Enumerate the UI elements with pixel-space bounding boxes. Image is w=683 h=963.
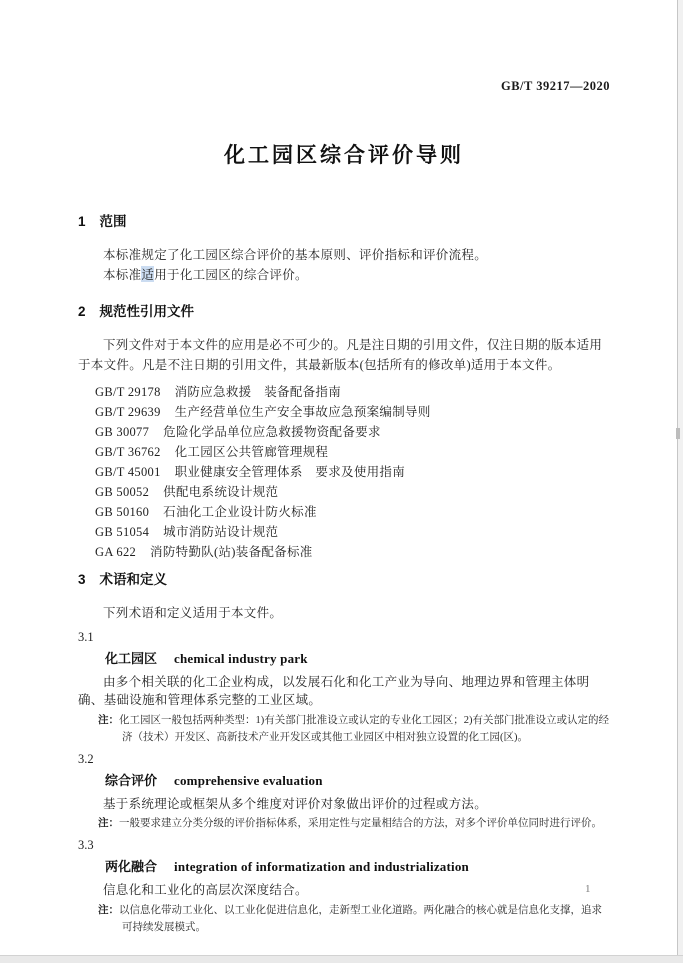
section-title: 术语和定义 [99, 572, 168, 587]
term-number: 3.1 [78, 629, 94, 644]
ref-code: GB 51054 [95, 525, 150, 539]
reference-item [78, 502, 610, 522]
term-definition: 信息化和工业化的高层次深度结合。 [103, 883, 308, 897]
ref-code: GB 50052 [95, 485, 150, 499]
reference-item [78, 462, 610, 482]
scope-paragraph-1: 本标准规定了化工园区综合评价的基本原则、评价指标和评价流程。 [103, 248, 488, 262]
term-note [98, 815, 610, 832]
scan-edge-right-line [677, 0, 678, 955]
ref-code: GB/T 29639 [95, 405, 161, 419]
term-entry [78, 751, 610, 833]
scope-paragraph-2 [78, 266, 610, 286]
ref-code: GB/T 45001 [95, 465, 161, 479]
section-number: 1 [78, 214, 86, 229]
page-number: 1 [585, 883, 591, 895]
reference-item [78, 542, 610, 562]
note-text: 一般要求建立分类分级的评价指标体系，采用定性与定量相结合的方法，对多个评价单位同时进行评价。 [119, 818, 602, 829]
normative-refs-intro: 下列文件对于本文件的应用是必不可少的。凡是注日期的引用文件，仅注日期的版本适用于本文件。凡是不注日期的引用文件，其最新版本(包括所有的修改单)适用于本文件。 [78, 338, 603, 372]
document-title: 化工园区综合评价导则 [224, 144, 464, 167]
section-number: 2 [78, 304, 86, 319]
scan-edge-tick [676, 428, 680, 439]
ref-code: GB/T 36762 [95, 445, 161, 459]
reference-list [78, 382, 610, 562]
note-label: 注： [98, 713, 119, 726]
term-name [78, 859, 610, 875]
ref-title: 消防特勤队(站)装备配备标准 [150, 545, 313, 559]
note-text: 化工园区一般包括两种类型：1)有关部门批准设立或认定的专业化工园区；2)有关部门批准设立或认定的经济（技术）开发区、高新技术产业开发区或其他工业园区中相对独立设置的化工园(区)。 [119, 714, 609, 743]
reference-item [78, 382, 610, 402]
term-name-en: comprehensive evaluation [174, 772, 323, 788]
reference-item [78, 422, 610, 442]
scan-edge-right-strip [678, 0, 683, 963]
ref-title: 供配电系统设计规范 [163, 485, 279, 499]
ref-title: 职业健康安全管理体系 要求及使用指南 [174, 465, 406, 479]
term-note [98, 712, 610, 746]
term-name-zh: 综合评价 [105, 772, 158, 788]
term-name-en: integration of informatization and industrialization [174, 859, 469, 874]
section-heading-scope [78, 210, 610, 230]
ref-title: 消防应急救援 装备配备指南 [174, 385, 342, 399]
term-definition: 基于系统理论或框架从多个维度对评价对象做出评价的过程或方法。 [103, 796, 488, 811]
note-label: 注： [98, 817, 119, 829]
reference-item [78, 522, 610, 542]
term-note [98, 902, 610, 936]
ref-title: 危险化学品单位应急救援物资配备要求 [163, 425, 381, 439]
ref-code: GB/T 29178 [95, 385, 161, 399]
scope-text: 用于化工园区的综合评价。 [154, 267, 308, 282]
ref-title: 生产经营单位生产安全事故应急预案编制导则 [174, 405, 431, 419]
reference-item [78, 482, 610, 502]
term-name [78, 773, 610, 789]
section-heading-terms [78, 568, 610, 588]
term-entry [78, 629, 610, 746]
ref-code: GB 50160 [95, 505, 150, 519]
term-number: 3.3 [78, 838, 94, 852]
section-title: 范围 [99, 214, 127, 229]
page-content [78, 0, 610, 936]
scope-text: 本标准 [103, 267, 142, 282]
standard-code: GB/T 39217—2020 [500, 79, 610, 93]
scan-edge-bottom [0, 955, 683, 963]
ref-title: 城市消防站设计规范 [163, 525, 279, 539]
reference-item [78, 402, 610, 422]
term-definition: 由多个相关联的化工企业构成，以发展石化和化工产业为导向、地理边界和管理主体明确、基础设施和管理体系完整的工业区域。 [78, 674, 590, 707]
reference-item [78, 442, 610, 462]
highlighted-text: 适 [141, 267, 155, 282]
note-label: 注： [98, 903, 119, 916]
section-number: 3 [78, 572, 86, 587]
terms-intro: 下列术语和定义适用于本文件。 [103, 606, 283, 620]
term-name-zh: 两化融合 [105, 859, 158, 874]
ref-title: 化工园区公共管廊管理规程 [174, 445, 329, 459]
ref-code: GB 30077 [95, 425, 150, 439]
note-text: 以信息化带动工业化、以工业化促进信息化，走新型工业化道路。两化融合的核心就是信息化支撑，追求可持续发展模式。 [119, 904, 602, 933]
term-name [78, 651, 610, 667]
ref-code: GA 622 [95, 545, 137, 559]
section-title: 规范性引用文件 [99, 304, 195, 319]
term-name-zh: 化工园区 [105, 650, 158, 666]
term-name-en: chemical industry park [174, 650, 308, 666]
section-heading-normative-refs [78, 300, 610, 320]
term-entry [78, 837, 610, 936]
term-number: 3.2 [78, 751, 94, 766]
ref-title: 石油化工企业设计防火标准 [163, 505, 317, 519]
